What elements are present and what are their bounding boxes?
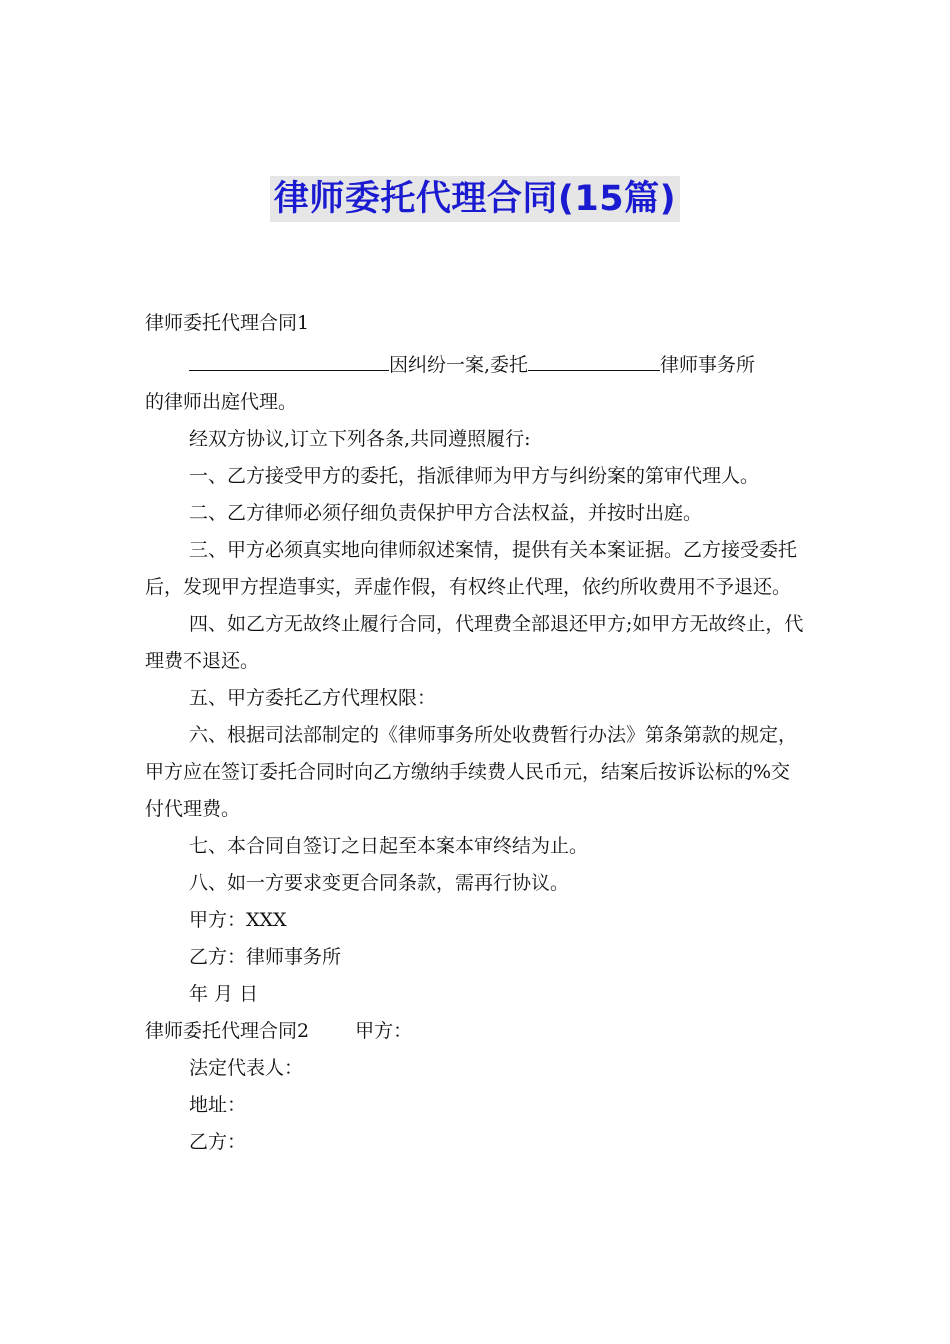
party-a-signature: 甲方：XXX (189, 909, 287, 931)
contract2-party-a: 甲方： (355, 1020, 413, 1042)
signature-date: 年 月 日 (189, 983, 259, 1005)
contract1-intro (145, 342, 807, 384)
clause-3: 三、甲方必须真实地向律师叙述案情，提供有关本案证据。乙方接受委托后，发现甲方捏造事实，弄虚作假，有权终止代理，依约所收费用不予退还。 (145, 539, 798, 598)
address-label: 地址： (189, 1094, 247, 1116)
contract1-intro-cont: 的律师出庭代理。 (145, 391, 298, 413)
document-body (145, 305, 807, 1161)
blank-line-client (189, 342, 389, 371)
agreement-line: 经双方协议,订立下列各条,共同遵照履行: (189, 428, 531, 450)
clause-1: 一、乙方接受甲方的委托，指派律师为甲方与纠纷案的第审代理人。 (189, 465, 760, 487)
clause-4: 四、如乙方无故终止履行合同，代理费全部退还甲方;如甲方无故终止，代理费不退还。 (145, 613, 804, 672)
clause-6: 六、根据司法部制定的《律师事务所处收费暂行办法》第条第款的规定，甲方应在签订委托合同时向乙方缴纳手续费人民币元，结案后按诉讼标的%交付代理费。 (145, 724, 798, 820)
clause-5: 五、甲方委托乙方代理权限： (189, 687, 437, 709)
legal-representative: 法定代表人： (189, 1057, 304, 1079)
contract1-heading: 律师委托代理合同1 (145, 312, 310, 334)
intro-text-1: 因纠纷一案,委托 (389, 354, 529, 376)
clause-2: 二、乙方律师必须仔细负责保护甲方合法权益，并按时出庭。 (189, 502, 703, 524)
contract2-heading-line (145, 1013, 807, 1050)
clause-8: 八、如一方要求变更合同条款，需再行协议。 (189, 872, 570, 894)
document-title: 律师委托代理合同(15篇) (270, 176, 680, 222)
contract2-party-b: 乙方： (189, 1131, 247, 1153)
contract2-heading: 律师委托代理合同2 (145, 1020, 310, 1042)
title-container (0, 176, 950, 222)
party-b-signature: 乙方：律师事务所 (189, 946, 342, 968)
clause-7: 七、本合同自签订之日起至本案本审终结为止。 (189, 835, 589, 857)
intro-text-2: 律师事务所 (660, 354, 756, 376)
blank-line-firm (528, 342, 660, 371)
